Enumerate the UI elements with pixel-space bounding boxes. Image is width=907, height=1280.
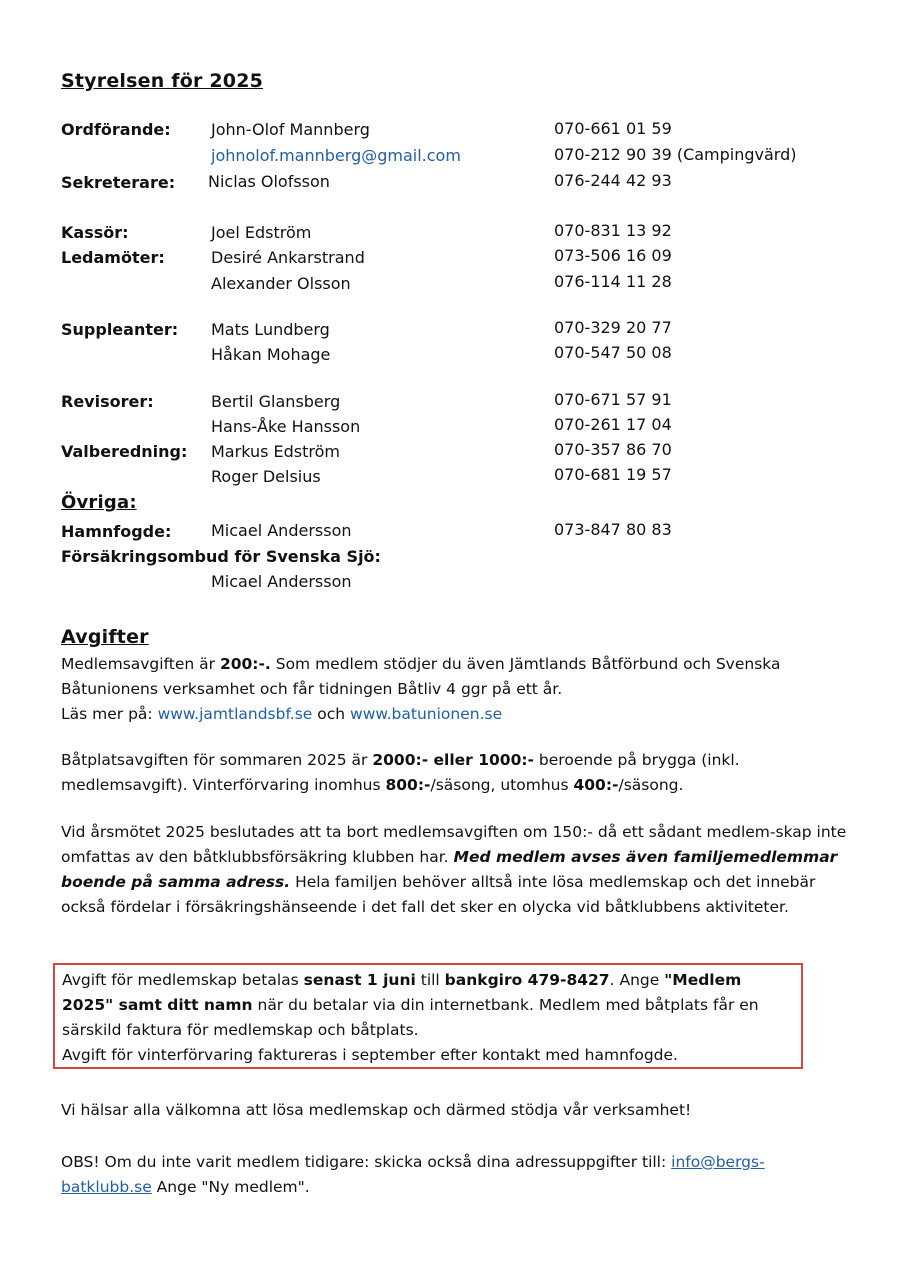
text: OBS! Om du inte varit medlem tidigare: skicka också dina adressuppgifter till: (61, 1153, 672, 1171)
info-email-link[interactable]: info@bergs-batklubb.se (61, 1153, 765, 1196)
row-phone: 073-506 16 09 (554, 246, 672, 265)
text: och (312, 705, 351, 723)
text: /säsong. (618, 776, 684, 794)
text: till (415, 971, 445, 989)
batunionen-link[interactable]: www.batunionen.se (350, 705, 503, 723)
amount: 200:-. (219, 655, 271, 673)
other-title: Övriga: (61, 492, 137, 513)
row-phone: 070-357 86 70 (554, 440, 672, 459)
text: Avgift för vinterförvaring faktureras i september efter kontakt med hamnfogde. (62, 1046, 678, 1064)
board-title: Styrelsen för 2025 (61, 70, 264, 92)
text: Avgift för medlemskap betalas (62, 971, 304, 989)
fees-paragraph-3 (61, 820, 861, 920)
row-phone: 070-329 20 77 (554, 318, 672, 337)
jamtlandsbf-link[interactable]: www.jamtlandsbf.se (157, 705, 313, 723)
row-name: Bertil Glansberg (211, 392, 341, 411)
fees-paragraph-1 (61, 652, 861, 727)
row-phone: 070-681 19 57 (554, 465, 672, 484)
amount: 2000:- eller 1000:- (372, 751, 534, 769)
row-phone: 070-261 17 04 (554, 415, 672, 434)
row-name: Niclas Olofsson (208, 172, 330, 191)
bankgiro: bankgiro 479-8427 (444, 971, 610, 989)
text: Medlemsavgiften är (61, 655, 220, 673)
reference: "Medlem 2025" samt ditt namn (62, 971, 742, 1014)
text: Vid årsmötet 2025 beslutades att ta bort medlemsavgiften om 150:- då ett sådant medlem-skap inte omfattas av den båtklubbsförsäkring klubben har. (61, 823, 847, 866)
row-name: Alexander Olsson (211, 274, 351, 293)
row-name: Desiré Ankarstrand (211, 248, 365, 267)
row-phone: 070-671 57 91 (554, 390, 672, 409)
row-label: Valberedning: (61, 442, 188, 461)
harbor-name: Micael Andersson (211, 521, 352, 540)
row-name: Håkan Mohage (211, 345, 331, 364)
row-name: Roger Delsius (211, 467, 321, 486)
fees-paragraph-5 (61, 1150, 836, 1200)
row-label: Sekreterare: (61, 173, 176, 192)
amount: 800:- (385, 776, 431, 794)
emphasis: Med medlem avses även familjemedlemmar boende på samma adress. (61, 848, 838, 891)
fees-paragraph-4: Vi hälsar alla välkomna att lösa medlemskap och därmed stödja vår verksamhet! (61, 1101, 692, 1119)
row-phone: 076-114 11 28 (554, 272, 672, 291)
text: Hela familjen behöver alltså inte lösa medlemskap och det innebär också fördelar i försäkringshänseende i det fall det sker en olycka vid båtklubbens aktiviteter. (61, 873, 816, 916)
row-phone: 070-661 01 59 (554, 119, 672, 138)
text: Läs mer på: (61, 705, 158, 723)
row-name: John-Olof Mannberg (211, 120, 370, 139)
harbor-label: Hamnfogde: (61, 522, 172, 541)
amount: 400:- (573, 776, 619, 794)
row-label: Revisorer: (61, 392, 154, 411)
fees-title: Avgifter (61, 626, 149, 648)
insurance-label: Försäkringsombud för Svenska Sjö: (61, 547, 381, 566)
text: när du betalar via din internetbank. Medlem med båtplats får en särskild faktura för medlemskap och båtplats. (62, 996, 759, 1039)
row-phone: 070-547 50 08 (554, 343, 672, 362)
row-label: Suppleanter: (61, 320, 179, 339)
row-name: Markus Edström (211, 442, 340, 461)
row-phone: 076-244 42 93 (554, 171, 672, 190)
harbor-phone: 073-847 80 83 (554, 520, 672, 539)
insurance-name: Micael Andersson (211, 572, 352, 591)
text: Ange "Ny medlem". (151, 1178, 310, 1196)
fees-paragraph-2 (61, 748, 861, 798)
row-label: Kassör: (61, 223, 129, 242)
email-link[interactable]: johnolof.mannberg@gmail.com (211, 146, 461, 165)
row-name: Hans-Åke Hansson (211, 417, 361, 436)
row-label: Ordförande: (61, 120, 171, 139)
row-phone: 070-212 90 39 (Campingvärd) (554, 145, 797, 164)
text: Båtplatsavgiften för sommaren 2025 är (61, 751, 373, 769)
row-name: Mats Lundberg (211, 320, 330, 339)
text: /säsong, utomhus (430, 776, 574, 794)
payment-info-text (62, 968, 797, 1068)
text: . Ange (609, 971, 665, 989)
text: beroende på brygga (inkl. medlemsavgift). Vinterförvaring inomhus (61, 751, 740, 794)
text: Som medlem stödjer du även Jämtlands Båtförbund och Svenska Båtunionens verksamhet och får tidningen Båtliv 4 ggr på ett år. (61, 655, 781, 698)
payment-info-box (53, 963, 803, 1069)
row-phone: 070-831 13 92 (554, 221, 672, 240)
deadline: senast 1 juni (303, 971, 416, 989)
row-name: Joel Edström (211, 223, 312, 242)
row-label: Ledamöter: (61, 248, 165, 267)
